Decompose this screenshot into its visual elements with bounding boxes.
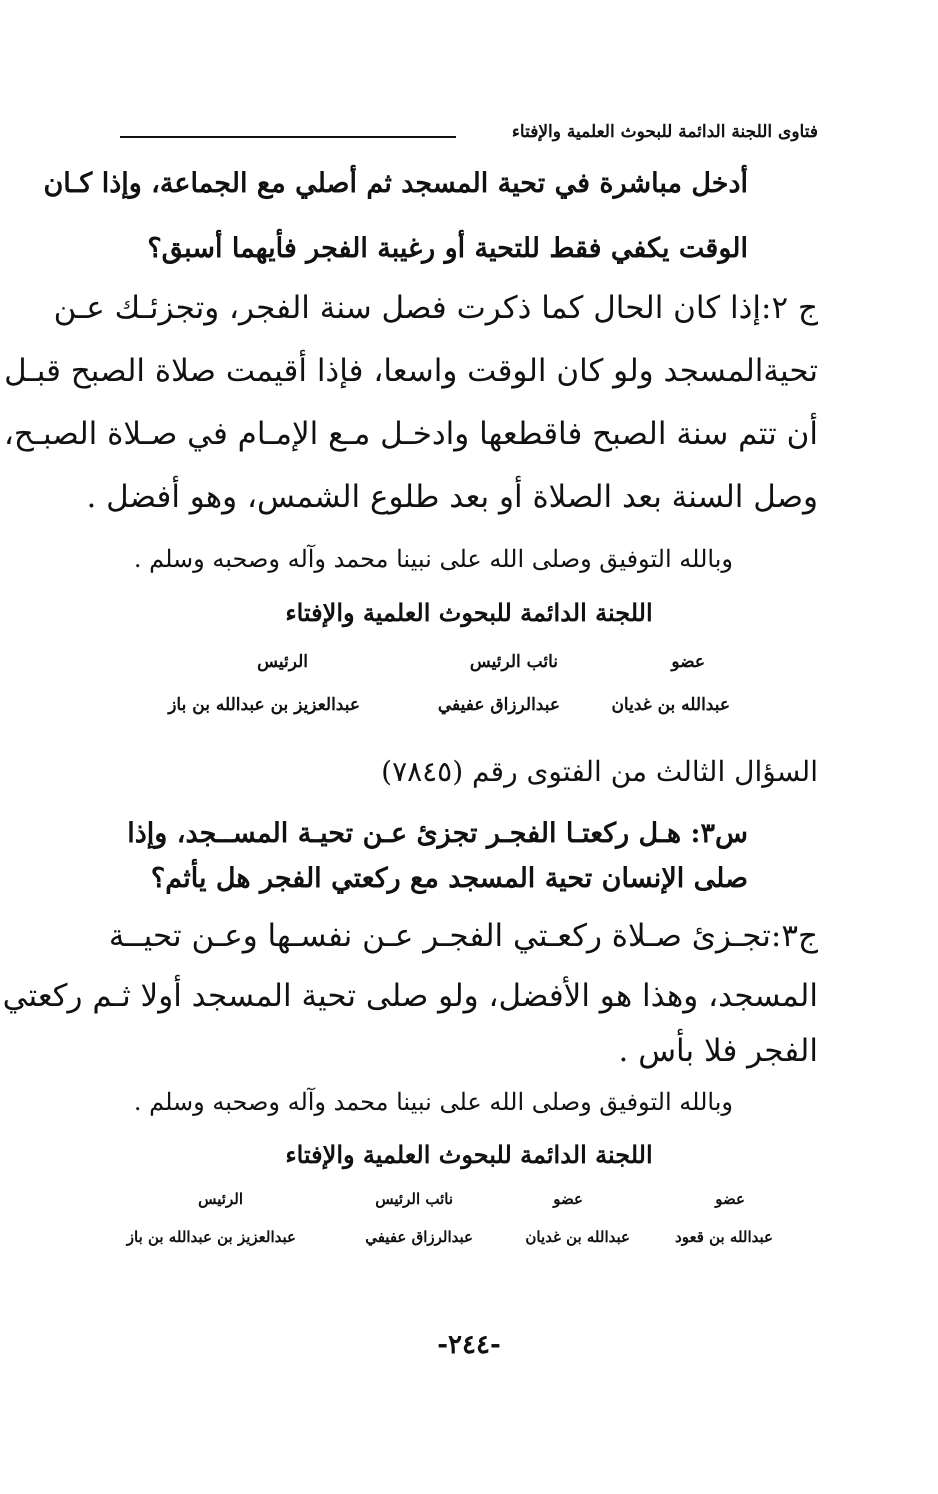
signatory-name: عبدالعزيز بن عبدالله بن باز: [168, 695, 360, 715]
answer-2-line-1: ج ٢:إذا كان الحال كما ذكرت فصل سنة الفجر، وتجزئـك عـن: [53, 290, 818, 326]
signatory-name: عبدالله بن غديان: [611, 695, 730, 715]
fatwa-3-heading: السؤال الثالث من الفتوى رقم (٧٨٤٥): [381, 755, 818, 788]
answer-2-line-4: وصل السنة بعد الصلاة أو بعد طلوع الشمس، وهو أفضل .: [86, 479, 818, 515]
answer-3-line-2: المسجد، وهذا هو الأفضل، ولو صلى تحية المسجد أولا ثـم ركعتي: [2, 978, 818, 1014]
signatory-name: عبدالرزاق عفيفي: [365, 1228, 473, 1246]
closing-3: وبالله التوفيق وصلى الله على نبينا محمد وآله وصحبه وسلم .: [133, 1088, 733, 1116]
signatory-role: عضو: [553, 1190, 583, 1208]
committee-2: اللجنة الدائمة للبحوث العلمية والإفتاء: [285, 598, 653, 627]
header-rule: [120, 136, 456, 138]
answer-2-line-3: أن تتم سنة الصبح فاقطعها وادخـل مـع الإمـام في صـلاة الصبـح،: [3, 416, 818, 452]
signatory-role: نائب الرئيس: [375, 1190, 453, 1208]
answer-3-line-3: الفجر فلا بأس .: [618, 1033, 818, 1069]
question-3-line-2: صلى الإنسان تحية المسجد مع ركعتي الفجر هل يأثم؟: [150, 863, 748, 894]
answer-3-line-1: ج٣:تجـزئ صـلاة ركعـتي الفجـر عـن نفسـها وعـن تحيــة: [108, 918, 818, 954]
signatory-role: نائب الرئيس: [469, 652, 558, 672]
signatory-name: عبدالرزاق عفيفي: [437, 695, 560, 715]
signatory-name: عبدالعزيز بن عبدالله بن باز: [126, 1228, 296, 1246]
answer-2-line-2: تحيةالمسجد ولو كان الوقت واسعا، فإذا أقيمت صلاة الصبح قبـل: [4, 353, 818, 389]
question-3-line-1: س٣: هـل ركعتـا الفجـر تجزئ عـن تحيـة المســجد، وإذا: [127, 818, 748, 849]
signatory-role: عضو: [671, 652, 705, 672]
question-2-line-2: الوقت يكفي فقط للتحية أو رغيبة الفجر فأيهما أسبق؟: [147, 233, 748, 264]
question-2-line-1: أدخل مباشرة في تحية المسجد ثم أصلي مع الجماعة، وإذا كـان: [43, 168, 748, 199]
closing-2: وبالله التوفيق وصلى الله على نبينا محمد وآله وصحبه وسلم .: [133, 545, 733, 573]
signatory-name: عبدالله بن غديان: [525, 1228, 630, 1246]
signatory-role: عضو: [715, 1190, 745, 1208]
committee-3: اللجنة الدائمة للبحوث العلمية والإفتاء: [285, 1140, 653, 1169]
running-title: فتاوى اللجنة الدائمة للبحوث العلمية والإفتاء: [511, 122, 818, 142]
signatory-role: الرئيس: [198, 1190, 243, 1208]
signatory-role: الرئيس: [257, 652, 308, 672]
signatory-name: عبدالله بن قعود: [675, 1228, 773, 1246]
page-number: -٢٤٤-: [437, 1330, 501, 1360]
